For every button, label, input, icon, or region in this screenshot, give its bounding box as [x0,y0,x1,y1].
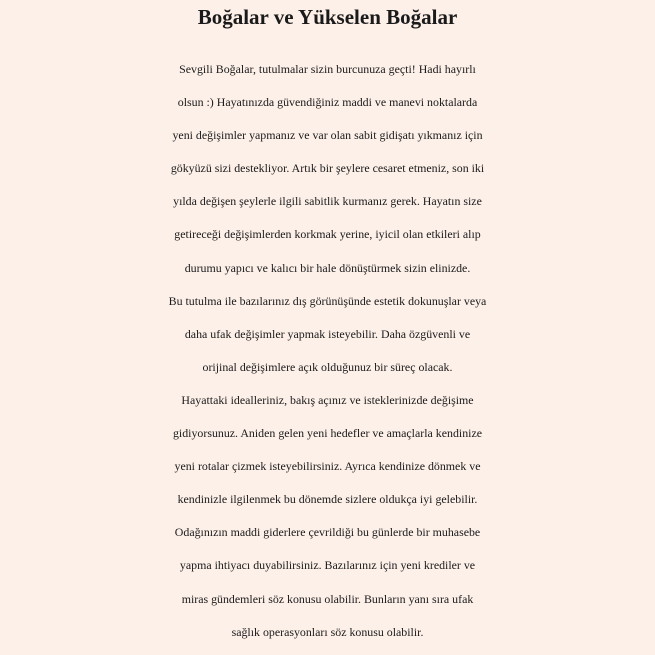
text-line: Odağınızın maddi giderlere çevrildiği bu günlerde bir muhasebe [174,525,481,540]
text-line: yapma ihtiyacı duyabilirsiniz. Bazılarınız için yeni krediler ve [179,558,476,573]
text-line: Bu tutulma ile bazılarınız dış görünüşünde estetik dokunuşlar veya [168,293,487,308]
text-line: daha ufak değişimler yapmak isteyebilir. Daha özgüvenli ve [184,326,471,341]
text-line: gökyüzü sizi destekliyor. Artık bir şeylere cesaret etmeniz, son iki [170,161,485,176]
page-title: Boğalar ve Yükselen Boğalar [197,5,458,29]
text-line: yeni değişimler yapmanız ve var olan sabit gidişatı yıkmanız için [172,128,483,143]
text-line: orijinal değişimlere açık olduğunuz bir süreç olacak. [202,359,453,374]
horoscope-body [0,53,655,649]
text-line: kendinizle ilgilenmek bu dönemde sizlere oldukça iyi gelebilir. [177,492,478,507]
text-line: sağlık operasyonları söz konusu olabilir. [231,624,424,639]
text-line: yılda değişen şeylerle ilgili sabitlik kurmanız gerek. Hayatın size [173,194,482,209]
text-line: getireceği değişimlerden korkmak yerine, iyicil olan etkileri alıp [174,227,481,242]
text-line: miras gündemleri söz konusu olabilir. Bunların yanı sıra ufak [181,591,474,606]
text-line: durumu yapıcı ve kalıcı bir hale dönüştürmek sizin elinizde. [184,260,471,275]
text-line: gidiyorsunuz. Aniden gelen yeni hedefler ve amaçlarla kendinize [172,426,483,441]
text-line: Hayattaki idealleriniz, bakış açınız ve isteklerinizde değişime [181,392,474,407]
text-line: Sevgili Boğalar, tutulmalar sizin burcunuza geçti! Hadi hayırlı [179,62,476,76]
text-line: olsun :) Hayatınızda güvendiğiniz maddi ve manevi noktalarda [177,95,478,110]
text-line: yeni rotalar çizmek isteyebilirsiniz. Ayrıca kendinize dönmek ve [174,459,481,474]
